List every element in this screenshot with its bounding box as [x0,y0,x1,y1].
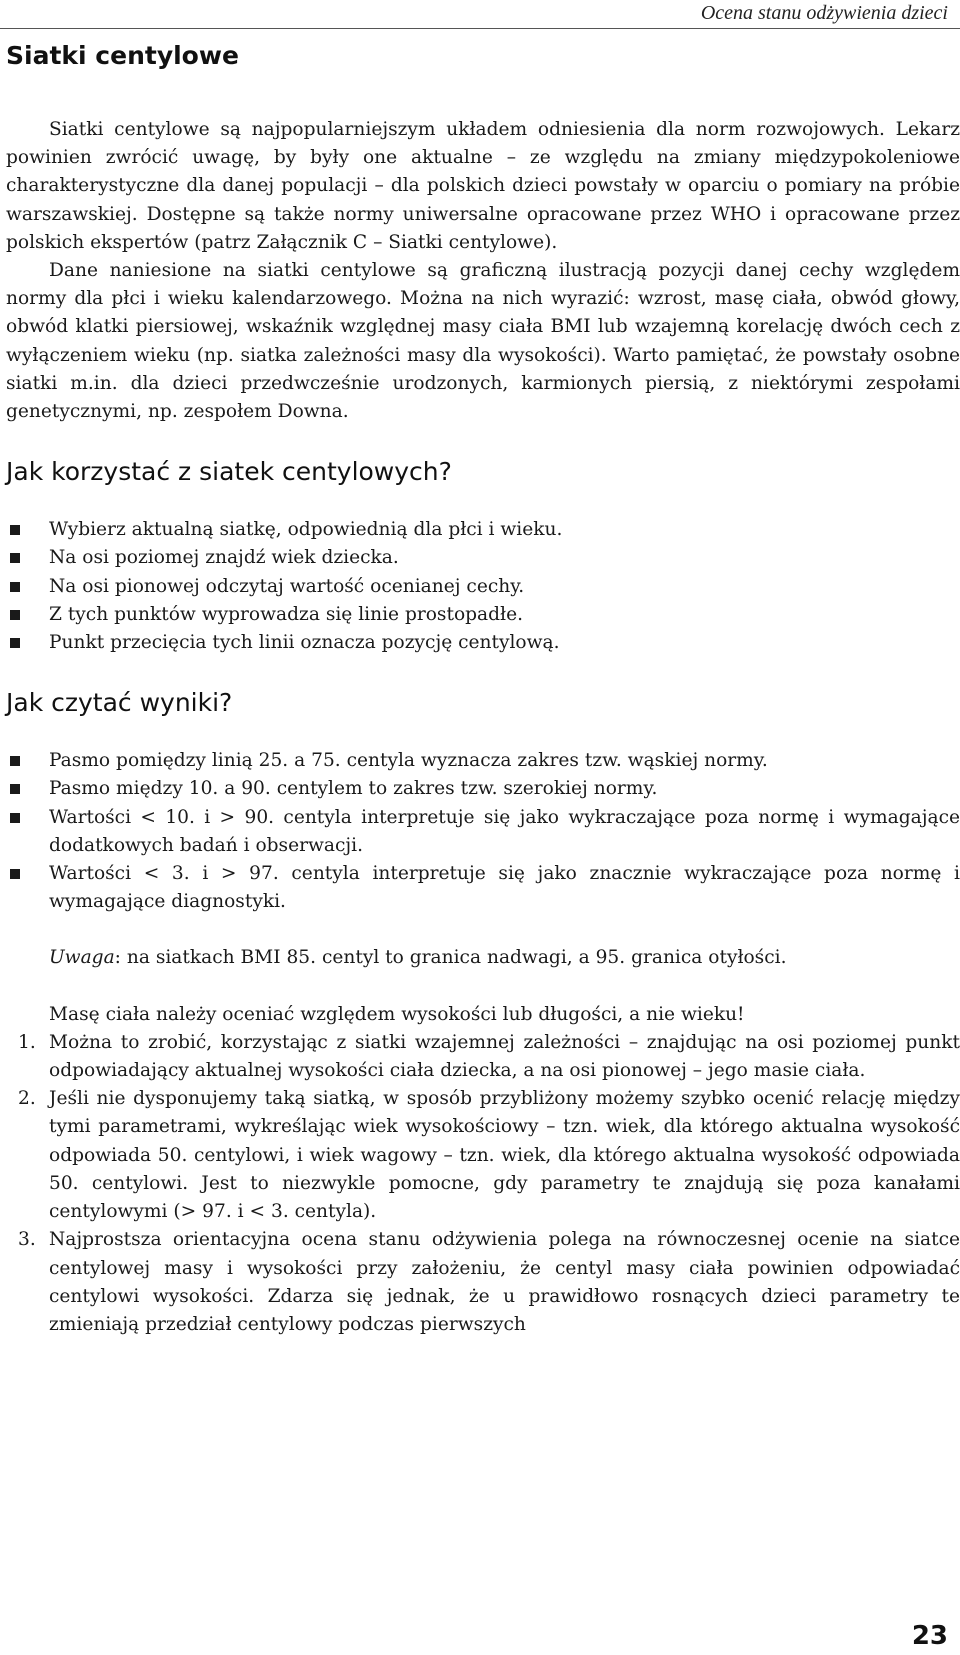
list-item-text: Najprostsza orientacyjna ocena stanu odżywienia polega na równoczesnej ocenie na siatce centylowej masy i wysokości przy założeniu, że centyl masy ciała powinien odpowiadać centylowi wysokości. Zdarza się jednak, że u prawidłowo rosnących dzieci parametry te zmieniają przedział centylowy podczas pierwszych [49,1229,960,1335]
list-item [6,573,960,601]
how-to-use-list [6,516,960,657]
list-item [6,544,960,572]
item-number: 1. [18,1031,36,1053]
list-item-text: Punkt przecięcia tych linii oznacza pozycję centylową. [49,632,560,654]
mass-intro: Masę ciała należy oceniać względem wysokości lub długości, a nie wieku! [49,1003,745,1025]
note-label: Uwaga [49,947,115,969]
list-item [6,629,960,657]
square-bullet-icon [10,813,20,823]
intro-paragraph-2: Dane naniesione na siatki centylowe są graficzną ilustracją pozycji danej cechy względem normy dla płci i wieku kalendarzowego. Można na nich wyrazić: wzrost, masę ciała, obwód głowy, obwód klatki piersiowej, wskaźnik względnej masy ciała BMI lub wzajemną korelację dwóch cech z wyłączeniem wieku (np. siatka zależności masy dla wysokości). Warto pamiętać, że powstały osobne siatki m.in. dla dzieci przedwcześnie urodzonych, karmionych piersią, z niektórymi zespołami genetycznymi, np. zespołem Downa. [6,260,960,423]
list-item-text: Na osi poziomej znajdź wiek dziecka. [49,547,399,569]
how-to-read-heading: Jak czytać wyniki? [6,688,233,718]
list-item-text: Na osi pionowej odczytaj wartość ocenianej cechy. [49,575,525,597]
list-item-text: Pasmo między 10. a 90. centylem to zakres tzw. szerokiej normy. [49,778,658,800]
item-number: 3. [18,1229,36,1251]
list-item [6,775,960,803]
how-to-read-list [6,747,960,916]
item-number: 2. [18,1088,36,1110]
square-bullet-icon [10,610,20,620]
list-item-text: Wartości < 3. i > 97. centyla interpretuje się jako znacznie wykraczające poza normę i wymagające diagnostyki. [49,863,960,913]
square-bullet-icon [10,525,20,535]
list-item [6,747,960,775]
square-bullet-icon [10,582,20,592]
list-item [6,1085,960,1226]
list-item [6,516,960,544]
square-bullet-icon [10,553,20,563]
intro-paragraph-1: Siatki centylowe są najpopularniejszym układem odniesienia dla norm rozwojowych. Lekarz powinien zwrócić uwagę, by były one aktualne – ze względu na zmiany międzypokoleniowe charakterystyczne dla danej populacji – dla polskich dzieci powstały w oparciu o pomiary na próbie warszawskiej. Dostępne są także normy uniwersalne opracowane przez WHO i opracowane przez polskich ekspertów (patrz Załącznik C – Siatki centylowe). [6,119,960,253]
header-rule [0,28,960,29]
note-paragraph [6,944,960,972]
page-content [6,40,960,1339]
mass-list [6,1029,960,1339]
list-item [6,860,960,916]
list-item-text: Można to zrobić, korzystając z siatki wzajemnej zależności – znajdując na osi poziomej punkt odpowiadający aktualnej wysokości ciała dziecka, a na osi pionowej – jego masie ciała. [49,1031,960,1082]
list-item-text: Jeśli nie dysponujemy taką siatką, w sposób przybliżony możemy szybko ocenić relację między tymi parametrami, wykreślając wiek wysokościowy – tzn. wiek, dla którego aktualna wysokość odpowiada 50. centylowi, i wiek wagowy – tzn. wiek, dla którego aktualna wysokość odpowiada 50. centylowi. Jest to niezwykle pomocne, gdy parametry te znajdują się poza kanałami centylowymi (> 97. i < 3. centyla). [49,1088,960,1223]
square-bullet-icon [10,638,20,648]
list-item [6,1226,960,1339]
list-item-text: Pasmo pomiędzy linią 25. a 75. centyla wyznacza zakres tzw. wąskiej normy. [49,750,768,772]
list-item-text: Wybierz aktualną siatkę, odpowiednią dla płci i wieku. [49,519,563,541]
running-header: Ocena stanu odżywienia dzieci [700,2,948,24]
list-item [6,1029,960,1085]
note-text: : na siatkach BMI 85. centyl to granica nadwagi, a 95. granica otyłości. [114,947,787,969]
page-number: 23 [911,1621,948,1651]
section-title: Siatki centylowe [6,41,239,70]
square-bullet-icon [10,756,20,766]
list-item [6,804,960,860]
how-to-use-heading: Jak korzystać z siatek centylowych? [6,457,452,487]
square-bullet-icon [10,784,20,794]
square-bullet-icon [10,869,20,879]
list-item-text: Wartości < 10. i > 90. centyla interpretuje się jako wykraczające poza normę i wymagające dodatkowych badań i obserwacji. [49,806,960,856]
list-item [6,601,960,629]
list-item-text: Z tych punktów wyprowadza się linie prostopadłe. [49,603,523,625]
